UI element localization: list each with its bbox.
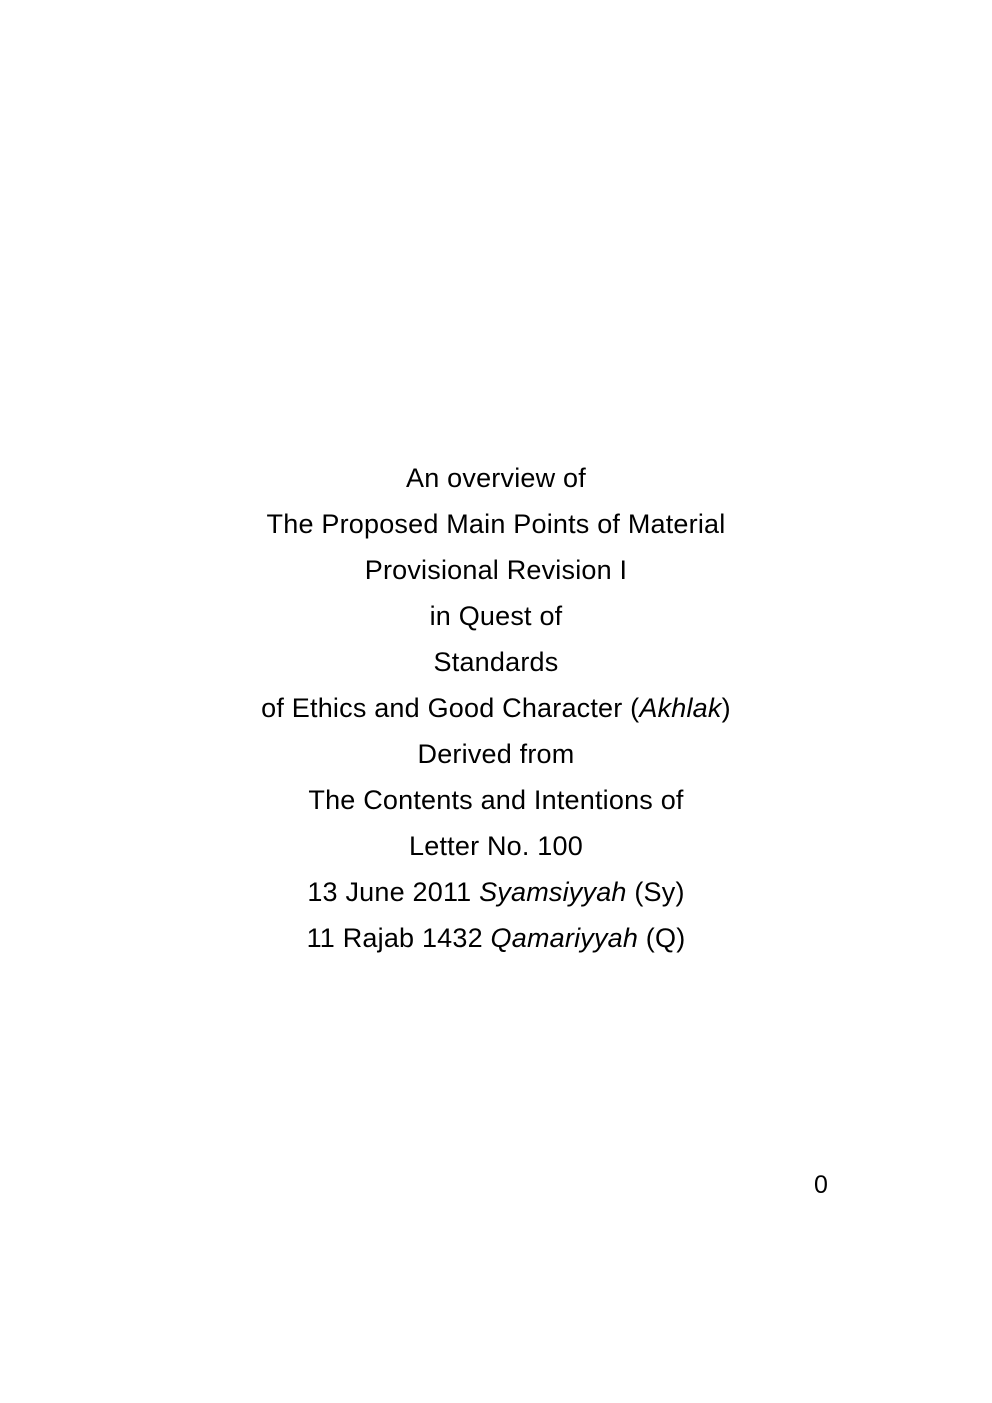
title-line — [0, 455, 992, 501]
title-segment: 13 June 2011 — [307, 877, 480, 907]
title-segment: Standards — [433, 647, 559, 677]
title-line — [0, 639, 992, 685]
title-line — [0, 501, 992, 547]
title-segment: ) — [721, 693, 731, 723]
title-line — [0, 593, 992, 639]
title-segment: The Proposed Main Points of Material — [266, 509, 726, 539]
title-segment: of Ethics and Good Character ( — [261, 693, 640, 723]
title-segment-italic: Akhlak — [639, 693, 722, 723]
title-line — [0, 777, 992, 823]
title-line — [0, 869, 992, 915]
title-block — [0, 455, 992, 961]
title-line — [0, 685, 992, 731]
title-segment: Provisional Revision I — [364, 555, 628, 585]
title-segment: (Q) — [638, 923, 686, 953]
title-segment: 11 Rajab 1432 — [306, 923, 491, 953]
title-segment: in Quest of — [429, 601, 563, 631]
page-number: 0 — [814, 1171, 828, 1199]
title-segment-italic: Qamariyyah — [490, 923, 639, 953]
title-line — [0, 823, 992, 869]
title-segment: An overview of — [406, 463, 586, 493]
title-segment: The Contents and Intentions of — [308, 785, 684, 815]
title-segment: Letter No. 100 — [409, 831, 583, 861]
title-line — [0, 731, 992, 777]
title-segment: Derived from — [417, 739, 575, 769]
title-segment: (Sy) — [626, 877, 685, 907]
title-line — [0, 915, 992, 961]
title-line — [0, 547, 992, 593]
title-segment-italic: Syamsiyyah — [479, 877, 627, 907]
